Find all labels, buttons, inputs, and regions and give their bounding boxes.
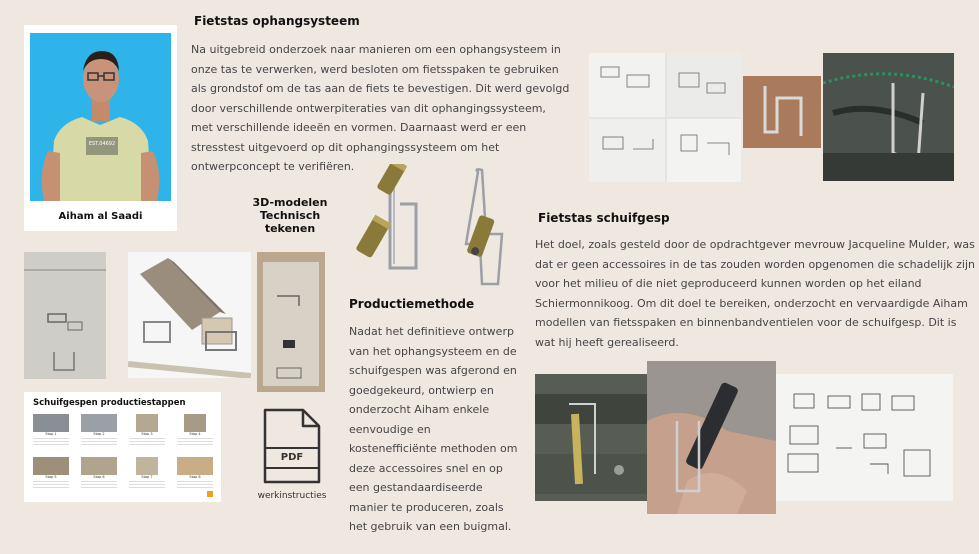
section3-title: Fietstas schuifgesp [538, 211, 670, 225]
step-item: Stap 1 [32, 414, 70, 451]
models-title-line1: 3D-modelen Technisch [252, 196, 328, 222]
pdf-download[interactable] [257, 406, 327, 504]
valve-hand-photo [647, 361, 776, 514]
profile-name: Aiham al Saadi [58, 211, 143, 222]
pegboard-photo [257, 252, 325, 392]
model-3d-hook [350, 164, 430, 294]
step-item: Stap 8 [176, 457, 214, 494]
profile-photo [30, 33, 171, 201]
bag-buckle-photo [535, 374, 647, 501]
bending-jig-photo [128, 252, 251, 378]
bag-hook-photo [823, 53, 954, 181]
steps-card [24, 392, 221, 502]
sketches-photo [589, 53, 741, 182]
section1-title: Fietstas ophangsysteem [194, 14, 360, 28]
steps-grid [32, 414, 214, 494]
model-3d-buckle [452, 164, 512, 294]
profile-card [24, 25, 177, 231]
pdf-file-icon [257, 406, 327, 486]
models-title-line2: tekenen [264, 222, 316, 235]
page-corner-icon [207, 491, 213, 497]
bent-spoke-photo [743, 76, 821, 148]
models-title [222, 196, 358, 235]
step-item: Stap 4 [176, 414, 214, 451]
step-item: Stap 5 [32, 457, 70, 494]
step-item: Stap 7 [128, 457, 166, 494]
buckle-sketch-photo [776, 374, 953, 501]
pdf-badge: PDF [280, 452, 304, 463]
pdf-caption[interactable]: werkinstructies [257, 491, 327, 501]
section3-body: Het doel, zoals gesteld door de opdrachtgever mevrouw Jacqueline Mulder, was dat er geen accessoires in de tas zouden worden opgenomen die schadelijk zijn voor het milieu of die niet geproduceerd kunnen worden op het eiland Schiermonnikoog. Om dit doel te bereiken, onderzocht en vervaardigde Aiham modellen van fietsspaken en binnenbandventielen voor de schuifgesp. Dit is wat hij heeft gerealiseerd. [535, 238, 976, 349]
step-item: Stap 2 [80, 414, 118, 451]
section1-body: Na uitgebreid onderzoek naar manieren om een ophangsysteem in onze tas te verwerken, werd besloten om fietsspaken te gebruiken als grondstof om de tas aan de fiets te bevestigen. Dit werd gevolgd door verschillende ontwerpiteraties van dit ophangingssysteem, met verschillende ideeën en vormen. Daarnaast werd er een stresstest uitgevoerd op dit ophangingssysteem om het ontwerpconcept te verifiëren. [191, 43, 570, 173]
step-item: Stap 6 [80, 457, 118, 494]
step-item: Stap 3 [128, 414, 166, 451]
wall-buckles-photo [24, 252, 106, 379]
section2-body: Nadat het definitieve ontwerp van het ophangsysteem en de schuifgespen was afgerond en goedgekeurd, ontwierp en onderzocht Aiham enkele eenvoudige en kostenefficiënte methoden om deze accessoires snel en op een gestandaardiseerde manier te produceren, zoals het gebruik van een buigmal. [349, 325, 518, 533]
shirt-print: EST.04692 [88, 141, 116, 147]
section2-title: Productiemethode [349, 297, 475, 311]
steps-card-title: Schuifgespen productiestappen [33, 398, 186, 408]
